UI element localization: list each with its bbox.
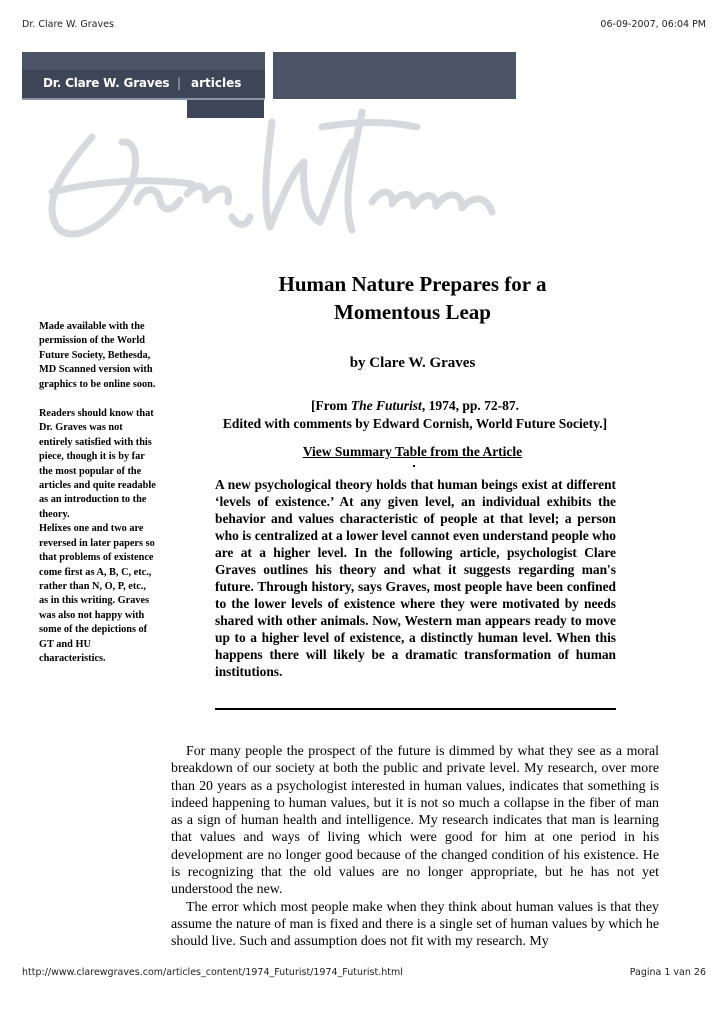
source-journal: The Futurist <box>350 398 422 413</box>
article-source <box>170 397 660 433</box>
sidebar-note-helixes: Helixes one and two are reversed in later papers so that problems of existence come first as A, B, C, etc., rather than N, O, P, etc., as in this writing. Graves was also not happy with some of the depictions of GT and HU characteristics. <box>39 523 155 664</box>
sidebar-note-permission: Made available with the permission of the World Future Society, Bethesda, MD Scanned version with graphics to be online soon. <box>39 321 156 390</box>
article-abstract: A new psychological theory holds that human beings exist at different ‘levels of existence.’ At any given level, an individual exhibits the behavior and values characteristic of people at that level; a person who is centralized at a lower level cannot even understand people who are at a higher level. In the following article, psychologist Clare Graves outlines his theory and what it suggests regarding man's future. Through history, says Graves, most people have been confined to the lower levels of existence where they were motivated by needs shared with other animals. Now, Western man appears ready to move up to a higher level of existence, a distinctly human level. When this happens there will likely be a dramatic transformation of human institutions. <box>215 477 616 679</box>
print-header-datetime: 06-09-2007, 06:04 PM <box>600 19 706 30</box>
body-paragraph-1: For many people the prospect of the future is dimmed by what they see as a moral breakdown of our society at both the public and private level. My research, over more than 20 years as a psychologist interested in human values, indicates that something is indeed happening to human values, but it is not so much a collapse in the fiber of man as a sign of human health and intelligence. My research indicates that man is learning that values and ways of living which were good for him at one period in his development are no longer good because of the changed condition of his existence. He is recognizing that the old values are no longer appropriate, but he has not yet understood the new. <box>171 744 659 898</box>
body-paragraph-2: The error which most people make when they think about human values is that they assume the nature of man is fixed and there is a single set of human values by which he should live. Such and assumption does not fit with my research. My <box>171 899 659 950</box>
sidebar-notes <box>39 320 157 666</box>
summary-table-link[interactable]: View Summary Table from the Article <box>302 444 523 459</box>
nav-separator: | <box>177 76 182 90</box>
sidebar-note-readers: Readers should know that Dr. Graves was not entirely satisfied with this piece, though it is by far the most popular of the articles and quite readable as an introduction to the theory. <box>39 408 156 520</box>
source-prefix: [From <box>311 398 351 413</box>
source-editor-line: Edited with comments by Edward Cornish, World Future Society.] <box>222 416 608 431</box>
source-suffix: , 1974, pp. 72-87. <box>421 398 519 413</box>
nav-home-link[interactable]: Dr. Clare W. Graves <box>43 76 170 90</box>
print-footer-url: http://www.clarewgraves.com/articles_content/1974_Futurist/1974_Futurist.html <box>22 967 403 978</box>
print-header-title: Dr. Clare W. Graves <box>22 19 114 30</box>
nav-articles-link[interactable]: articles <box>191 76 242 90</box>
nav-active-tab-indicator <box>187 100 264 118</box>
abstract-divider <box>215 708 616 710</box>
site-banner <box>22 52 516 262</box>
article-byline: by Clare W. Graves <box>349 355 476 371</box>
article-body <box>171 743 659 951</box>
print-footer-page: Pagina 1 van 26 <box>629 967 706 978</box>
banner-bar-right <box>273 52 516 99</box>
article-title: Human Nature Prepares for a Momentous Leap <box>278 272 547 324</box>
decorative-dot <box>413 465 415 467</box>
